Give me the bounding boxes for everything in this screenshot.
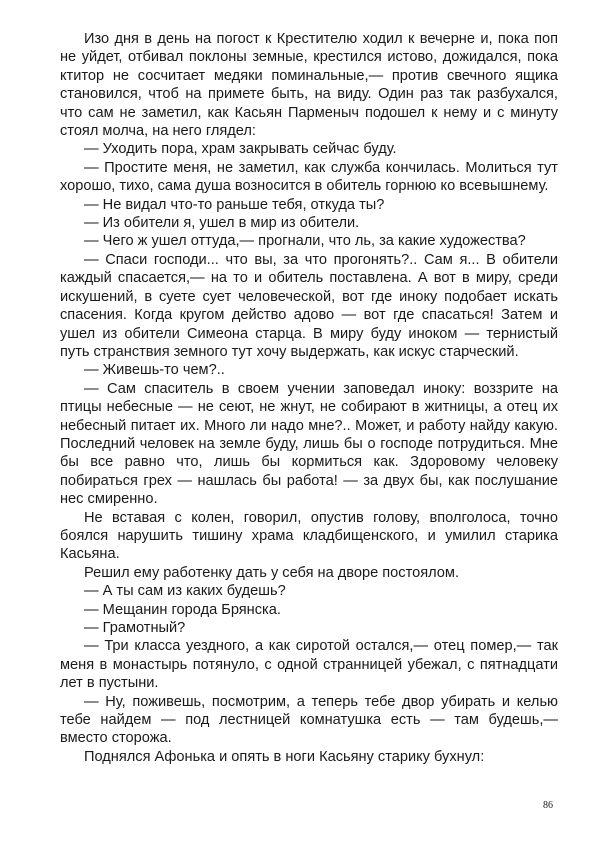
paragraph: Поднялся Афонька и опять в ноги Касьяну старику бухнул: [84,748,485,765]
paragraph: — Не видал что-то раньше тебя, откуда ты? [84,196,385,213]
body-text [60,30,558,766]
page-number: 86 [543,800,553,811]
paragraph: Решил ему работенку дать у себя на дворе постоялом. [84,564,460,581]
paragraph: — Простите меня, не заметил, как служба кончилась. Молиться тут хорошо, тихо, сама душа возносится в обитель горнюю ко всевышнему. [60,159,558,195]
paragraph: Изо дня в день на погост к Крестителю ходил к вечерне и, пока поп не уйдет, отбивал поклоны земные, крестился истово, дожидался, пока ктитор не сосчитает медяки поминальные,— против свечного ящика становился, чтоб на примете быть, на виду. Один раз так разбухался, что сам не заметил, как Касьян Парменыч подошел к нему и с минуту стоял молча, на него глядел: [60,31,558,140]
paragraph: — Мещанин города Брянска. [84,601,281,618]
paragraph: — Из обители я, ушел в мир из обители. [84,215,360,232]
paragraph: — А ты сам из каких будешь? [84,583,286,600]
paragraph: — Три класса уездного, а как сиротой остался,— отец помер,— так меня в монастырь потянуло, с одной странницей убежал, с пятнадцати лет в пустыни. [60,638,558,692]
paragraph: — Спаси господи... что вы, за что прогонять?.. Сам я... В обители каждый спасается,— на то и обитель поставлена. А вот в миру, среди искушений, в суете сует человеческой, вот где иноку подобает искать спасения. Когда кругом действо адово — вот где спасаться! Затем и ушел из обители Симеона старца. В миру буду иноком — тернистый путь странствия земного тут хочу выдержать, как искус старческий. [60,251,558,360]
paragraph: — Ну, поживешь, посмотрим, а теперь тебе двор убирать и келью тебе найдем — под лестницей комнатушка есть — там будешь,— вместо сторожа. [60,693,558,747]
paragraph: — Уходить пора, храм закрывать сейчас буду. [84,141,397,158]
paragraph: Не вставая с колен, говорил, опустив голову, вполголоса, точно боялся нарушить тишину храма кладбищенского, и умилил старика Касьяна. [60,509,558,563]
paragraph: — Грамотный? [84,620,186,636]
paragraph: — Сам спаситель в своем учении заповедал иноку: воззрите на птицы небесные — не сеют, не жнут, не собирают в житницы, а отец их небесный питает их. Много ли надо мне?.. Может, и работу найду какую. Последний человек на земле буду, лишь бы о господе потрудиться. Мне бы все равно что, лишь бы кормиться как. Здоровому человеку побираться грех — нашлась бы работа! — за двух бы, как послушание нес смиренно. [60,380,558,508]
paragraph: — Живешь-то чем?.. [84,362,225,379]
paragraph: — Чего ж ушел оттуда,— прогнали, что ль, за какие художества? [84,233,526,250]
